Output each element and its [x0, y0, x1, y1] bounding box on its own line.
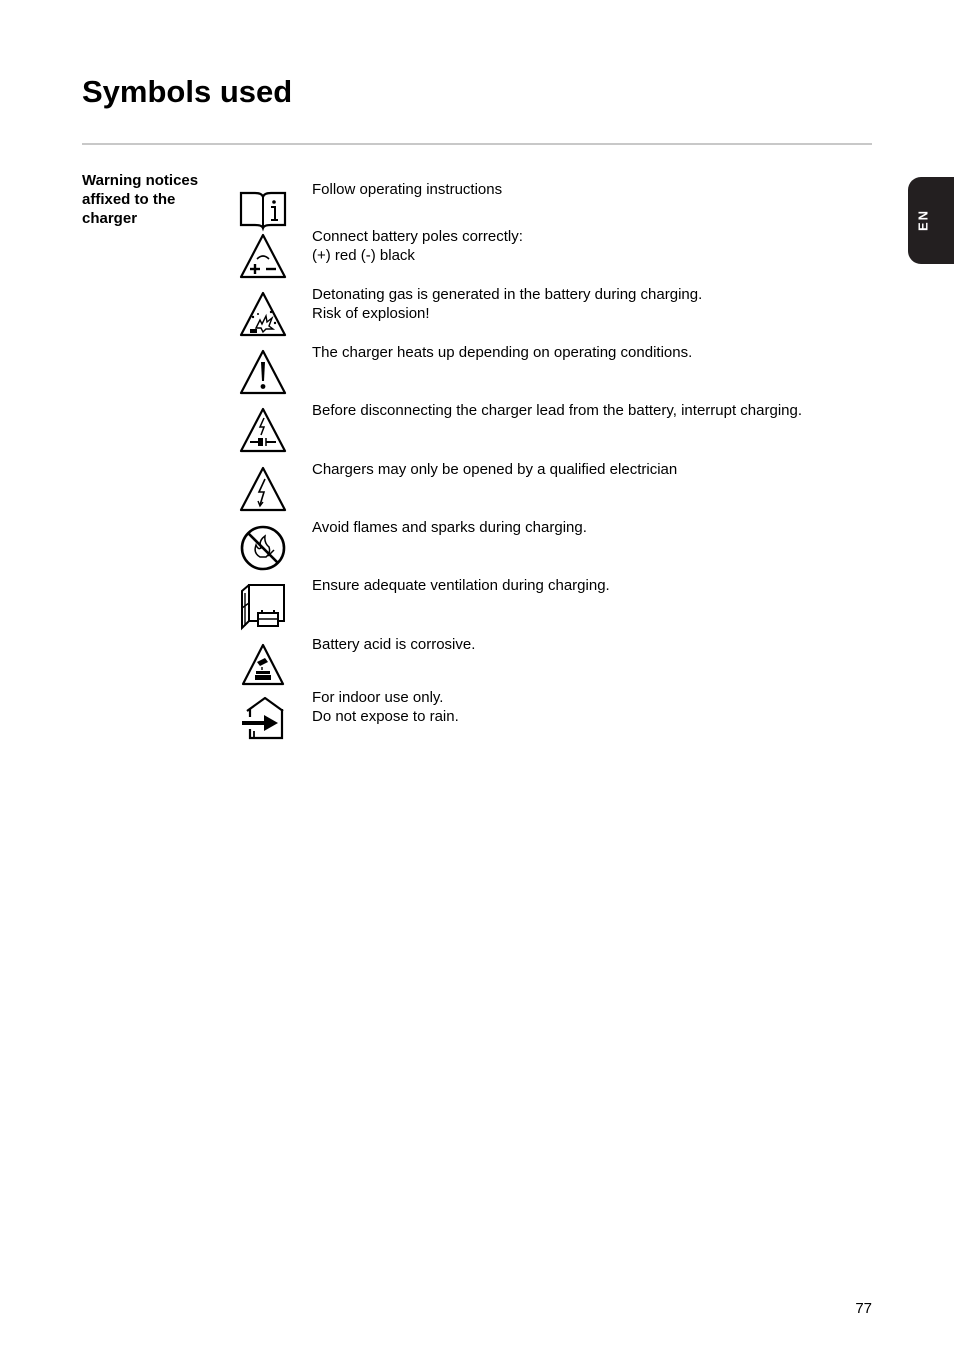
symbol-description-line: Avoid flames and sparks during charging.: [312, 519, 587, 536]
symbol-description-line: Follow operating instructions: [312, 181, 503, 198]
battery-polarity-warning-icon: [238, 232, 288, 282]
symbol-description-line: Chargers may only be opened by a qualified electrician: [312, 461, 678, 478]
symbol-description: [312, 635, 872, 654]
symbol-description: [312, 401, 872, 420]
symbol-description: [312, 688, 872, 726]
no-flames-icon: [238, 523, 288, 573]
symbol-description-line: Ensure adequate ventilation during charging.: [312, 577, 610, 594]
corrosive-warning-icon: [238, 640, 288, 690]
symbol-description: [312, 576, 872, 595]
ventilation-icon: [238, 581, 288, 631]
symbol-description: [312, 227, 872, 265]
page-number: 77: [855, 1300, 872, 1317]
symbol-description: [312, 343, 872, 362]
explosion-warning-icon: [238, 290, 288, 340]
book-info-icon: [238, 185, 288, 235]
symbol-description-line: Do not expose to rain.: [312, 708, 459, 725]
symbol-description-line: Risk of explosion!: [312, 305, 430, 322]
symbol-description: [312, 518, 872, 537]
symbol-description: [312, 180, 872, 199]
symbol-description-line: Detonating gas is generated in the battery during charging.: [312, 286, 703, 303]
section-heading-line: charger: [82, 210, 138, 227]
language-tab: [908, 177, 954, 264]
symbol-description-line: (+) red (-) black: [312, 247, 415, 264]
section-heading: [82, 171, 222, 228]
title-divider: [82, 143, 872, 145]
symbol-description-line: For indoor use only.: [312, 689, 444, 706]
section-heading-line: affixed to the: [82, 191, 176, 208]
electric-shock-warning-icon: [238, 465, 288, 515]
indoor-use-icon: [238, 693, 288, 743]
symbol-description: [312, 460, 872, 479]
symbol-description-line: Battery acid is corrosive.: [312, 636, 476, 653]
language-tab-label: EN: [915, 208, 931, 232]
section-heading-line: Warning notices: [82, 172, 199, 189]
page-title: Symbols used: [82, 74, 293, 109]
symbol-description: [312, 285, 872, 323]
general-warning-icon: [238, 348, 288, 398]
symbol-description-line: Connect battery poles correctly:: [312, 228, 523, 245]
symbol-description-line: The charger heats up depending on operating conditions.: [312, 344, 693, 361]
symbol-description-line: Before disconnecting the charger lead from the battery, interrupt charging.: [312, 402, 802, 419]
disconnect-warning-icon: [238, 406, 288, 456]
